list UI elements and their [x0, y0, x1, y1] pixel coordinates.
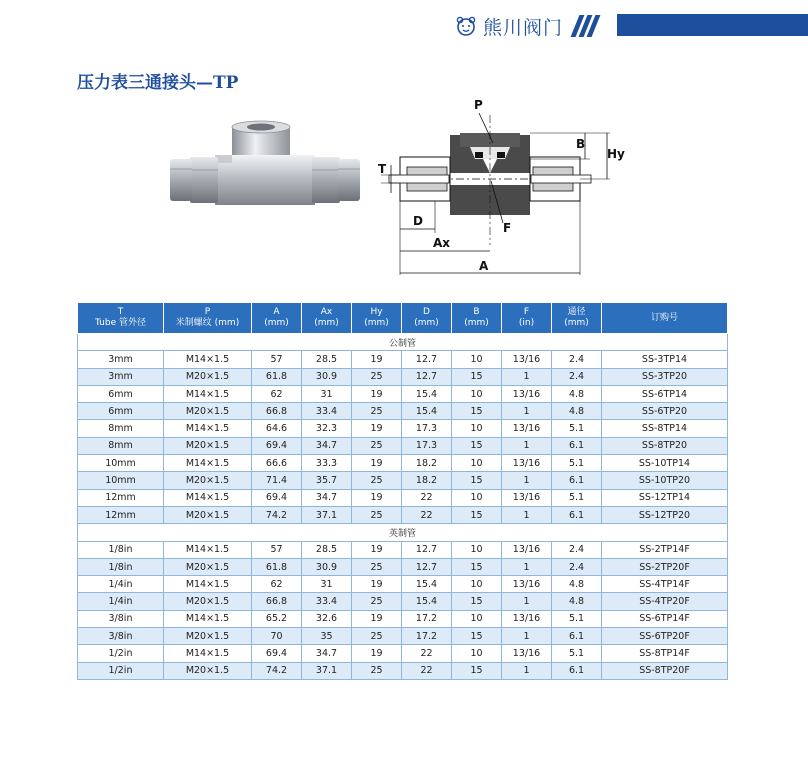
table-cell: 15 — [452, 506, 502, 523]
column-header: 通径 (mm) — [552, 303, 602, 334]
table-cell: 66.8 — [252, 403, 302, 420]
table-cell: 37.1 — [302, 662, 352, 679]
table-cell: 15 — [452, 472, 502, 489]
table-cell: SS-2TP20F — [602, 558, 728, 575]
section-label: 公制管 — [78, 334, 728, 351]
table-cell: 22 — [402, 662, 452, 679]
table-cell: 2.4 — [552, 368, 602, 385]
table-cell: 15.4 — [402, 385, 452, 402]
table-cell: SS-4TP14F — [602, 576, 728, 593]
table-cell: 62 — [252, 385, 302, 402]
table-cell: 17.3 — [402, 420, 452, 437]
table-cell: 1 — [502, 403, 552, 420]
table-cell: 6.1 — [552, 628, 602, 645]
table-cell: 6.1 — [552, 472, 602, 489]
table-cell: 13/16 — [502, 645, 552, 662]
table-cell: M20×1.5 — [164, 368, 252, 385]
table-cell: SS-12TP20 — [602, 506, 728, 523]
table-cell: 13/16 — [502, 385, 552, 402]
table-cell: M14×1.5 — [164, 455, 252, 472]
table-cell: 1 — [502, 368, 552, 385]
table-cell: 71.4 — [252, 472, 302, 489]
table-cell: 5.1 — [552, 645, 602, 662]
product-photo — [160, 115, 370, 230]
table-row — [78, 385, 728, 402]
table-row — [78, 662, 728, 679]
table-cell: 1 — [502, 558, 552, 575]
table-cell: 25 — [352, 593, 402, 610]
brand-slashes — [575, 15, 599, 37]
table-cell: 15 — [452, 403, 502, 420]
table-cell: M20×1.5 — [164, 593, 252, 610]
table-row — [78, 437, 728, 454]
table-cell: 10 — [452, 455, 502, 472]
table-cell: 17.2 — [402, 610, 452, 627]
table-cell: 22 — [402, 645, 452, 662]
table-cell: 10 — [452, 645, 502, 662]
table-cell: 13/16 — [502, 420, 552, 437]
spec-table — [77, 302, 728, 680]
table-cell: 19 — [352, 645, 402, 662]
column-header: B (mm) — [452, 303, 502, 334]
table-cell: 10 — [452, 576, 502, 593]
table-cell: 12.7 — [402, 541, 452, 558]
section-row — [78, 334, 728, 351]
table-cell: M14×1.5 — [164, 576, 252, 593]
table-cell: 61.8 — [252, 558, 302, 575]
table-cell: 62 — [252, 576, 302, 593]
table-cell: M14×1.5 — [164, 351, 252, 368]
table-cell: 15.4 — [402, 403, 452, 420]
table-cell: SS-12TP14 — [602, 489, 728, 506]
table-row — [78, 455, 728, 472]
table-cell: 22 — [402, 489, 452, 506]
table-cell: 69.4 — [252, 437, 302, 454]
table-cell: 34.7 — [302, 437, 352, 454]
table-cell: 4.8 — [552, 576, 602, 593]
table-cell: 19 — [352, 455, 402, 472]
table-cell: 13/16 — [502, 489, 552, 506]
table-cell: 30.9 — [302, 368, 352, 385]
table-cell: SS-6TP14 — [602, 385, 728, 402]
table-cell: 61.8 — [252, 368, 302, 385]
table-cell: 19 — [352, 351, 402, 368]
technical-drawing — [375, 95, 630, 285]
table-row — [78, 576, 728, 593]
table-body — [78, 334, 728, 680]
dim-label-ax: Ax — [433, 236, 451, 250]
dim-label-hy: Hy — [607, 147, 625, 161]
table-cell: 3/8in — [78, 610, 164, 627]
table-cell: 12.7 — [402, 558, 452, 575]
table-cell: 6mm — [78, 385, 164, 402]
table-cell: M14×1.5 — [164, 420, 252, 437]
table-cell: SS-3TP20 — [602, 368, 728, 385]
table-cell: 5.1 — [552, 489, 602, 506]
table-cell: 15.4 — [402, 576, 452, 593]
dim-label-p: P — [474, 98, 483, 112]
table-cell: 12mm — [78, 489, 164, 506]
table-cell: 1/2in — [78, 662, 164, 679]
table-cell: 1/4in — [78, 593, 164, 610]
table-cell: M20×1.5 — [164, 558, 252, 575]
table-cell: 35.7 — [302, 472, 352, 489]
table-cell: 25 — [352, 437, 402, 454]
table-cell: 10 — [452, 610, 502, 627]
table-cell: 10 — [452, 351, 502, 368]
section-label: 英制管 — [78, 524, 728, 541]
table-row — [78, 541, 728, 558]
table-cell: 19 — [352, 489, 402, 506]
table-cell: 32.3 — [302, 420, 352, 437]
table-cell: 15.4 — [402, 593, 452, 610]
table-cell: 25 — [352, 472, 402, 489]
table-cell: SS-3TP14 — [602, 351, 728, 368]
table-row — [78, 420, 728, 437]
table-cell: 13/16 — [502, 610, 552, 627]
table-cell: 13/16 — [502, 351, 552, 368]
table-cell: SS-6TP14F — [602, 610, 728, 627]
table-cell: 34.7 — [302, 645, 352, 662]
table-cell: 10mm — [78, 455, 164, 472]
table-cell: 12mm — [78, 506, 164, 523]
table-cell: 12.7 — [402, 368, 452, 385]
table-cell: 25 — [352, 403, 402, 420]
table-cell: SS-8TP20F — [602, 662, 728, 679]
dim-label-f: F — [503, 221, 512, 235]
table-header-row — [78, 303, 728, 334]
table-cell: 37.1 — [302, 506, 352, 523]
dim-label-d: D — [413, 214, 423, 228]
table-cell: 4.8 — [552, 385, 602, 402]
table-row — [78, 645, 728, 662]
table-cell: 19 — [352, 541, 402, 558]
table-cell: 74.2 — [252, 662, 302, 679]
bear-logo-icon — [455, 15, 477, 37]
table-cell: 4.8 — [552, 593, 602, 610]
table-cell: 5.1 — [552, 455, 602, 472]
column-header: A (mm) — [252, 303, 302, 334]
table-cell: 8mm — [78, 420, 164, 437]
table-cell: 15 — [452, 368, 502, 385]
table-cell: SS-6TP20F — [602, 628, 728, 645]
table-cell: 13/16 — [502, 541, 552, 558]
table-cell: 70 — [252, 628, 302, 645]
table-cell: 28.5 — [302, 541, 352, 558]
table-cell: 31 — [302, 385, 352, 402]
table-cell: SS-8TP14 — [602, 420, 728, 437]
brand-header — [455, 10, 599, 42]
table-cell: 17.2 — [402, 628, 452, 645]
table-cell: 1 — [502, 662, 552, 679]
table-cell: 10 — [452, 420, 502, 437]
table-cell: 57 — [252, 351, 302, 368]
table-row — [78, 472, 728, 489]
table-cell: 1/8in — [78, 541, 164, 558]
table-row — [78, 506, 728, 523]
table-cell: 10mm — [78, 472, 164, 489]
table-cell: 33.4 — [302, 593, 352, 610]
table-cell: 33.3 — [302, 455, 352, 472]
table-cell: SS-10TP14 — [602, 455, 728, 472]
table-cell: 69.4 — [252, 645, 302, 662]
table-cell: 6.1 — [552, 662, 602, 679]
table-cell: 19 — [352, 420, 402, 437]
table-cell: 65.2 — [252, 610, 302, 627]
table-cell: 28.5 — [302, 351, 352, 368]
table-cell: 8mm — [78, 437, 164, 454]
table-cell: M20×1.5 — [164, 628, 252, 645]
column-header: T Tube 管外径 — [78, 303, 164, 334]
table-cell: 34.7 — [302, 489, 352, 506]
column-header: Ax (mm) — [302, 303, 352, 334]
table-cell: M20×1.5 — [164, 437, 252, 454]
column-header: Hy (mm) — [352, 303, 402, 334]
table-cell: 15 — [452, 662, 502, 679]
table-cell: 66.6 — [252, 455, 302, 472]
table-cell: 31 — [302, 576, 352, 593]
table-cell: 25 — [352, 558, 402, 575]
table-row — [78, 628, 728, 645]
table-row — [78, 593, 728, 610]
table-cell: 30.9 — [302, 558, 352, 575]
table-row — [78, 610, 728, 627]
table-cell: 22 — [402, 506, 452, 523]
table-cell: 15 — [452, 593, 502, 610]
table-cell: 19 — [352, 576, 402, 593]
table-cell: SS-10TP20 — [602, 472, 728, 489]
table-cell: 1/8in — [78, 558, 164, 575]
table-cell: 5.1 — [552, 610, 602, 627]
table-cell: 18.2 — [402, 472, 452, 489]
table-cell: M14×1.5 — [164, 489, 252, 506]
table-cell: 18.2 — [402, 455, 452, 472]
table-cell: 64.6 — [252, 420, 302, 437]
table-cell: 10 — [452, 489, 502, 506]
table-cell: 25 — [352, 368, 402, 385]
table-cell: SS-2TP14F — [602, 541, 728, 558]
table-row — [78, 489, 728, 506]
table-cell: SS-8TP20 — [602, 437, 728, 454]
table-cell: 2.4 — [552, 541, 602, 558]
table-cell: 1 — [502, 628, 552, 645]
table-cell: 12.7 — [402, 351, 452, 368]
table-cell: 25 — [352, 662, 402, 679]
table-cell: 3mm — [78, 351, 164, 368]
table-cell: 35 — [302, 628, 352, 645]
table-cell: 15 — [452, 628, 502, 645]
table-cell: 10 — [452, 541, 502, 558]
table-cell: 25 — [352, 506, 402, 523]
table-cell: M14×1.5 — [164, 541, 252, 558]
dim-label-t: T — [378, 162, 387, 176]
table-cell: 1 — [502, 593, 552, 610]
table-cell: 69.4 — [252, 489, 302, 506]
dim-label-b: B — [576, 137, 586, 151]
table-cell: 1 — [502, 506, 552, 523]
column-header: F (in) — [502, 303, 552, 334]
table-cell: SS-4TP20F — [602, 593, 728, 610]
table-cell: M20×1.5 — [164, 403, 252, 420]
table-cell: 33.4 — [302, 403, 352, 420]
table-cell: 2.4 — [552, 558, 602, 575]
table-cell: 1 — [502, 437, 552, 454]
table-cell: 10 — [452, 385, 502, 402]
table-cell: M20×1.5 — [164, 662, 252, 679]
table-row — [78, 403, 728, 420]
table-cell: 66.8 — [252, 593, 302, 610]
table-cell: 4.8 — [552, 403, 602, 420]
table-row — [78, 558, 728, 575]
table-cell: M14×1.5 — [164, 645, 252, 662]
table-cell: 6mm — [78, 403, 164, 420]
table-cell: 15 — [452, 558, 502, 575]
table-row — [78, 351, 728, 368]
brand-name: 熊川阀门 — [483, 16, 564, 39]
table-cell: 74.2 — [252, 506, 302, 523]
table-cell: 5.1 — [552, 420, 602, 437]
table-row — [78, 368, 728, 385]
table-cell: M20×1.5 — [164, 472, 252, 489]
page-title: 压力表三通接头—TP — [77, 73, 239, 93]
table-cell: SS-6TP20 — [602, 403, 728, 420]
table-cell: 1 — [502, 472, 552, 489]
table-cell: M14×1.5 — [164, 610, 252, 627]
table-cell: 13/16 — [502, 455, 552, 472]
table-cell: 57 — [252, 541, 302, 558]
table-cell: 6.1 — [552, 437, 602, 454]
table-cell: 2.4 — [552, 351, 602, 368]
table-cell: 1/2in — [78, 645, 164, 662]
table-cell: M20×1.5 — [164, 506, 252, 523]
table-cell: 32.6 — [302, 610, 352, 627]
table-cell: 3mm — [78, 368, 164, 385]
table-cell: 19 — [352, 610, 402, 627]
brand-bar — [617, 14, 808, 36]
table-cell: 6.1 — [552, 506, 602, 523]
table-cell: 17.3 — [402, 437, 452, 454]
column-header: 订购号 — [602, 303, 728, 334]
section-row — [78, 524, 728, 541]
table-cell: SS-8TP14F — [602, 645, 728, 662]
table-cell: M14×1.5 — [164, 385, 252, 402]
column-header: P 米制螺纹 (mm) — [164, 303, 252, 334]
dim-label-a: A — [479, 259, 489, 273]
table-cell: 25 — [352, 628, 402, 645]
table-cell: 1/4in — [78, 576, 164, 593]
table-cell: 15 — [452, 437, 502, 454]
table-cell: 3/8in — [78, 628, 164, 645]
table-cell: 19 — [352, 385, 402, 402]
column-header: D (mm) — [402, 303, 452, 334]
table-cell: 13/16 — [502, 576, 552, 593]
